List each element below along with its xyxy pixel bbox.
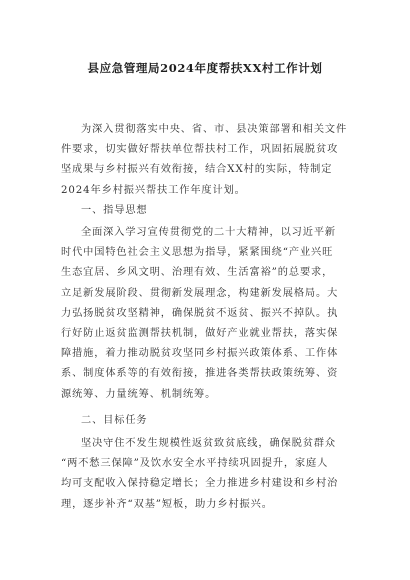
section1-line: 时代中国特色社会主义思想为指导，紧紧围绕“产业兴旺 (61, 247, 334, 259)
section-heading: 一、指导思想 (81, 205, 148, 216)
intro-line: 2024年乡村振兴帮扶工作年度计划。 (61, 184, 246, 196)
section2-line: “两不愁三保障”及饮水安全水平持续巩固提升，家庭人 (61, 458, 329, 470)
section2-line: 均可支配收入保持稳定增长；全力推进乡村建设和乡村治 (61, 478, 339, 490)
section1-line: 生态宜居、乡风文明、治理有效、生活富裕”的总要求， (61, 267, 334, 279)
section1-line: 障措施，着力推动脱贫攻坚同乡村振兴政策体系、工作体 (61, 348, 339, 360)
intro-line: 坚成果与乡村振兴有效衔接，结合XX村的实际，特制定 (61, 164, 333, 176)
document-title: 县应急管理局2024年度帮扶XX村工作计划 (87, 61, 323, 75)
intro-line: 件要求，切实做好帮扶单位帮扶村工作，巩固拓展脱贫攻 (61, 144, 339, 156)
section2-line: 坚决守住不发生规模性返贫致贫底线，确保脱贫群众 (81, 438, 337, 449)
section1-heading-block (61, 201, 351, 221)
section1-line: 系、制度体系等的有效衔接，推进各类帮扶政策统筹、资 (61, 368, 339, 380)
section2-heading-block (61, 411, 351, 431)
section1-line: 力弘扬脱贫攻坚精神，确保脱贫不返贫、振兴不掉队。执 (61, 307, 339, 319)
intro-line: 为深入贯彻落实中央、省、市、县决策部署和相关文件 (81, 124, 348, 135)
section1-line: 行好防止返贫监测帮扶机制，做好产业就业帮扶，落实保 (61, 327, 339, 339)
section1-line: 源统筹、力量统筹、机制统筹。 (61, 388, 217, 400)
section2-paragraph (61, 434, 351, 515)
section2-line: 理，逐步补齐“双基”短板，助力乡村振兴。 (61, 498, 273, 510)
section1-paragraph (61, 223, 351, 405)
section1-line: 全面深入学习宣传贯彻党的二十大精神，以习近平新 (81, 227, 337, 238)
section1-line: 立足新发展阶段、贯彻新发展理念，构建新发展格局。大 (61, 287, 339, 299)
intro-paragraph (61, 120, 351, 201)
section-heading: 二、目标任务 (81, 415, 148, 426)
